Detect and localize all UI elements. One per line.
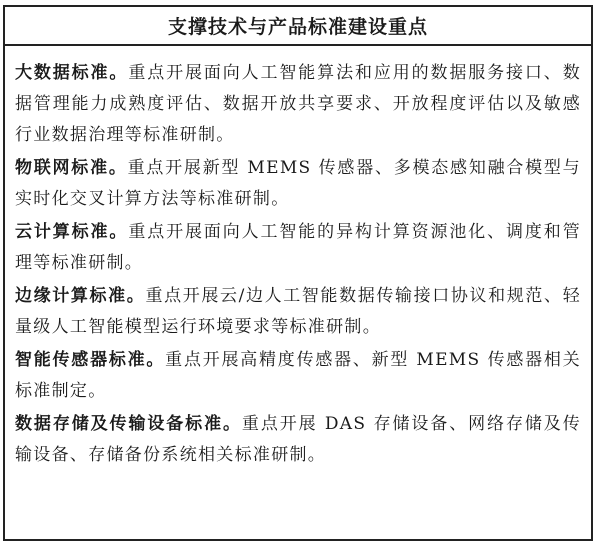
item-lead: 数据存储及传输设备标准。 — [15, 414, 242, 434]
item-big-data — [15, 58, 581, 151]
item-lead: 智能传感器标准。 — [15, 350, 166, 370]
table-body — [5, 46, 591, 471]
item-lead: 云计算标准。 — [15, 222, 129, 242]
item-text: 重点开展云/边人工智能数据传输接口协议和规范、轻量级人工智能模型运行环境要求等标准研制。 — [15, 286, 581, 337]
item-text: 重点开展新型 MEMS 传感器、多模态感知融合模型与实时化交叉计算方法等标准研制。 — [15, 158, 581, 209]
item-cloud — [15, 217, 581, 279]
item-text: 重点开展面向人工智能的异构计算资源池化、调度和管理等标准研制。 — [15, 222, 581, 273]
item-text: 重点开展面向人工智能算法和应用的数据服务接口、数据管理能力成熟度评估、数据开放共享要求、开放程度评估以及敏感行业数据治理等标准研制。 — [15, 63, 581, 145]
item-lead: 大数据标准。 — [15, 63, 129, 83]
item-lead: 边缘计算标准。 — [15, 286, 146, 306]
table-title: 支撑技术与产品标准建设重点 — [5, 7, 591, 46]
item-edge — [15, 281, 581, 343]
item-storage — [15, 409, 581, 471]
item-lead: 物联网标准。 — [15, 158, 128, 178]
item-sensor — [15, 345, 581, 407]
item-iot — [15, 153, 581, 215]
item-text: 重点开展高精度传感器、新型 MEMS 传感器相关标准制定。 — [15, 350, 581, 401]
item-text: 重点开展 DAS 存储设备、网络存储及传输设备、存储备份系统相关标准研制。 — [15, 414, 581, 465]
standards-table — [3, 5, 593, 541]
